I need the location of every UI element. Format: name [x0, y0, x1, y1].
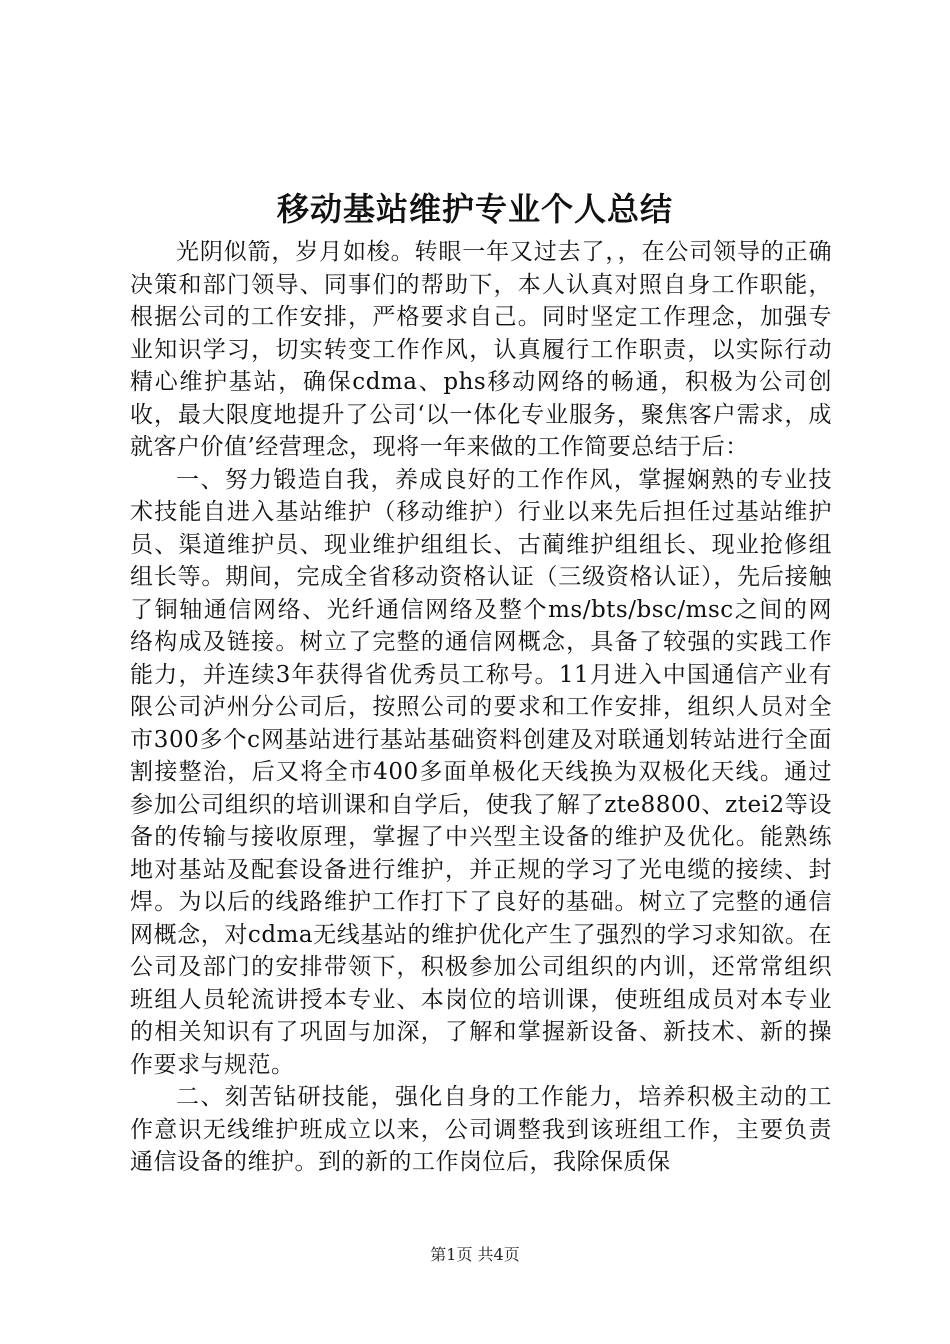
paragraph-section-2: 二、刻苦钻研技能，强化自身的工作能力，培养积极主动的工作意识无线维护班成立以来，公司调整我到该班组工作，主要负责通信设备的维护。到的新的工作岗位后，我除保质保 — [130, 1084, 832, 1175]
page-number-footer: 第1页 共4页 — [430, 1245, 520, 1264]
document-body — [130, 236, 832, 1179]
paragraph-section-1: 一、努力锻造自我，养成良好的工作作风，掌握娴熟的专业技术技能自进入基站维护（移动维护）行业以来先后担任过基站维护员、渠道维护员、现业维护组组长、古蔺维护组组长、现业抢修组组长等。期间，完成全省移动资格认证（三级资格认证），先后接触了铜轴通信网络、光纤通信网络及整个ms/bts/bsc/msc之间的网络构成及链接。树立了完整的通信网概念，具备了较强的实践工作能力，并连续3年获得省优秀员工称号。11月进入中国通信产业有限公司泸州分公司后，按照公司的要求和工作安排，组织人员对全市300多个c网基站进行基站基础资料创建及对联通划转站进行全面割接整治，后又将全市400多面单极化天线换为双极化天线。通过参加公司组织的培训课和自学后，使我了解了zte8800、ztei2等设备的传输与接收原理，掌握了中兴型主设备的维护及优化。能熟练地对基站及配套设备进行维护，并正规的学习了光电缆的接续、封焊。为以后的线路维护工作打下了良好的基础。树立了完整的通信网概念，对cdma无线基站的维护优化产生了强烈的学习求知欲。在公司及部门的安排带领下，积极参加公司组织的内训，还常常组织班组人员轮流讲授本专业、本岗位的培训课，使班组成员对本专业的相关知识有了巩固与加深，了解和掌握新设备、新技术、新的操作要求与规范。 — [130, 466, 832, 1078]
document-title: 移动基站维护专业个人总结 — [276, 190, 673, 228]
paragraph-intro: 光阴似箭，岁月如梭。转眼一年又过去了，，在公司领导的正确决策和部门领导、同事们的帮助下，本人认真对照自身工作职能，根据公司的工作安排，严格要求自己。同时坚定工作理念，加强专业知识学习，切实转变工作作风，认真履行工作职责，以实际行动精心维护基站，确保cdma、phs移动网络的畅通，积极为公司创收，最大限度地提升了公司‘以一体化专业服务，聚焦客户需求，成就客户价值’经营理念，现将一年来做的工作简要总结于后： — [130, 239, 832, 460]
